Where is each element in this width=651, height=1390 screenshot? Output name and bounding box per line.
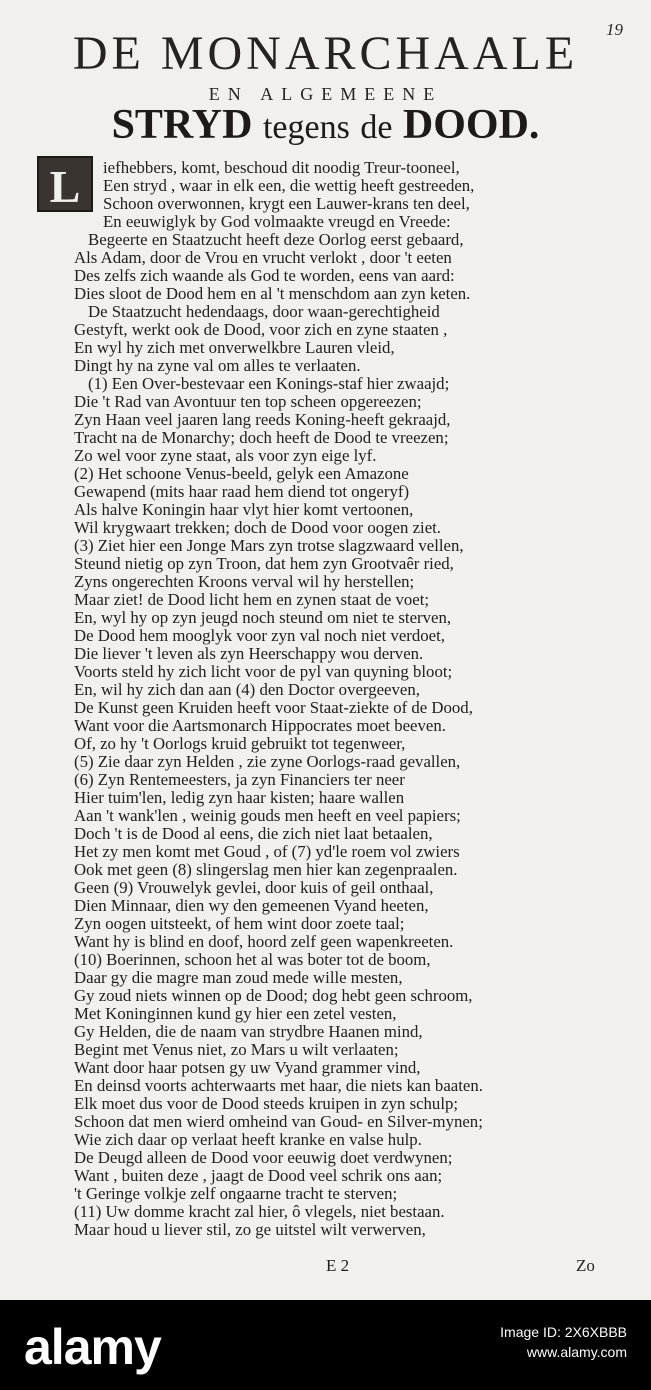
poem-line: Begeerte en Staatzucht heeft deze Oorlog eerst gebaard, [88,230,464,249]
poem-line: Begint met Venus niet, zo Mars u wilt verlaaten; [74,1040,399,1059]
title-tegens: tegens [262,109,350,146]
poem-line: Die 't Rad van Avontuur ten top scheen opgereezen; [74,392,422,411]
poem-line: Zyns ongerechten Kroons verval wil hy herstellen; [74,572,415,591]
poem-line: Een stryd , waar in elk een, die wettig heeft gestreeden, [103,176,475,195]
poem-line: Voorts steld hy zich licht voor de pyl van quyning bloot; [74,662,453,681]
poem-line: Wil krygwaart trekken; doch de Dood voor oogen ziet. [74,518,441,537]
poem-line: En deinsd voorts achterwaarts met haar, die niets kan baaten. [74,1076,483,1095]
title-line-2: EN ALGEMEENE [208,84,443,104]
watermark-site: www.alamy.com [526,1344,627,1360]
poem-line: Gy zoud niets winnen op de Dood; dog hebt geen schroom, [74,986,473,1005]
poem-line: 't Geringe volkje zelf ongaarne tracht te sterven; [74,1184,398,1203]
catchword: Zo [576,1256,595,1275]
poem-line: (10) Boerinnen, schoon het al was boter tot de boom, [74,950,431,969]
poem-line: Daar gy die magre man zoud mede wille mesten, [74,968,403,987]
poem-line: Schoon overwonnen, krygt een Lauwer-krans ten deel, [103,194,470,213]
poem-line: (2) Het schoone Venus-beeld, gelyk een Amazone [74,464,409,483]
poem-line: Gewapend (mits haar raad hem diend tot ongeryf) [74,482,410,501]
poem-line: Zo wel voor zyne staat, als voor zyn eige lyf. [74,446,377,465]
poem-line: Dies sloot de Dood hem en al 't menschdom aan zyn keten. [74,284,471,303]
watermark-info [500,1322,627,1362]
poem-line: (5) Zie daar zyn Helden , zie zyne Oorlogs-raad gevallen, [74,752,461,771]
poem-line: Aan 't wank'len , weinig gouds men heeft en veel papiers; [74,806,461,825]
poem-line: En eeuwiglyk by God volmaakte vreugd en Vreede: [103,212,451,231]
poem-line: Het zy men komt met Goud , of (7) yd'le roem vol zwiers [74,842,460,861]
poem-line: Steund nietig op zyn Troon, dat hem zyn Grootvaêr ried, [74,554,454,573]
poem-line: (3) Ziet hier een Jonge Mars zyn trotse slagzwaard vellen, [74,536,464,555]
title-line-1: DE MONARCHAALE [72,27,579,80]
poem-line: Met Koninginnen kund gy hier een zetel vesten, [74,1004,397,1023]
watermark-logo: alamy [24,1319,161,1375]
poem-line: Want voor die Aartsmonarch Hippocrates moet beeven. [74,716,446,735]
poem-line: De Kunst geen Kruiden heeft voor Staat-ziekte of de Dood, [74,698,473,717]
poem-line: iefhebbers, komt, beschoud dit noodig Treur-tooneel, [103,158,460,177]
poem-line: Doch 't is de Dood al eens, die zich niet laat betaalen, [74,824,433,843]
title-line-3 [0,104,651,146]
poem-line: Tracht na de Monarchy; doch heeft de Dood te vreezen; [74,428,449,447]
poem-line: En, wil hy zich dan aan (4) den Doctor overgeeven, [74,680,420,699]
poem-line: Want door haar potsen gy uw Vyand grammer vind, [74,1058,421,1077]
poem-line: Schoon dat men wierd omheind van Goud- en Silver-mynen; [74,1112,483,1131]
poem-line: Want hy is blind en doof, hoord zelf geen wapenkreeten. [74,932,454,951]
title-dood: DOOD. [402,102,540,148]
poem-line: De Staatzucht hedendaags, door waan-gerechtigheid [88,302,440,321]
poem-line: Geen (9) Vrouwelyk gevlei, door kuis of geil onthaal, [74,878,434,897]
poem-line: Ook met geen (8) slingerslag men hier kan zegenpraalen. [74,860,458,879]
poem-line: Die liever 't leven als zyn Heerschappy wou derven. [74,644,424,663]
poem-line: Des zelfs zich waande als God te worden, eens van aard: [74,266,455,285]
poem-line: Dien Minnaar, dien wy den gemeenen Vyand heeten, [74,896,429,915]
poem-line: Gy Helden, die de naam van strydbre Haanen mind, [74,1022,423,1041]
title-stryd: STRYD [111,102,253,148]
signature-mark: E 2 [326,1256,350,1275]
poem-line: (11) Uw domme kracht zal hier, ô vlegels, niet bestaan. [74,1202,445,1221]
poem-line: Als Adam, door de Vrou en vrucht verlokt , door 't eeten [74,248,452,267]
poem-line: Zyn oogen uitsteekt, of hem wint door zoete taal; [74,914,405,933]
poem-line: Als halve Koningin haar vlyt hier komt vertoonen, [74,500,414,519]
poem-line: Zyn Haan veel jaaren lang reeds Koning-heeft gekraajd, [74,410,451,429]
decorated-initial: L [37,156,93,212]
watermark-image-id: Image ID: 2X6XBBB [500,1324,627,1340]
poem-line: En wyl hy zich met onverwelkbre Lauren vleid, [74,338,395,357]
poem-line: (1) Een Over-bestevaar een Konings-staf hier zwaajd; [88,374,450,393]
poem-line: Hier tuim'len, ledig zyn haar kisten; haare wallen [74,788,405,807]
poem-line: Of, zo hy 't Oorlogs kruid gebruikt tot tegenweer, [74,734,406,753]
poem-line: Elk moet dus voor de Dood steeds kruipen in zyn schulp; [74,1094,459,1113]
poem-line: De Deugd alleen de Dood voor eeuwig doet verdwynen; [74,1148,453,1167]
poem-line: En, wyl hy op zyn jeugd noch steund om niet te sterven, [74,608,452,627]
title-de: de [360,109,393,146]
poem-line: Want , buiten deze , jaagt de Dood veel schrik ons aan; [74,1166,443,1185]
poem-line: Dingt hy na zyne val om alles te verlaaten. [74,356,361,375]
page-number: 19 [606,20,623,39]
poem-line: Wie zich daar op verlaat heeft kranke en valse hulp. [74,1130,422,1149]
poem-line: De Dood hem mooglyk voor zyn val noch niet verdoet, [74,626,445,645]
poem-line: Maar houd u liever stil, zo ge uitstel wilt verwerven, [74,1220,426,1239]
poem-line: Gestyft, werkt ook de Dood, voor zich en zyne staaten , [74,320,448,339]
poem-line: (6) Zyn Rentemeesters, ja zyn Financiers ter neer [74,770,405,789]
poem-line: Maar ziet! de Dood licht hem en zynen staat de voet; [74,590,430,609]
